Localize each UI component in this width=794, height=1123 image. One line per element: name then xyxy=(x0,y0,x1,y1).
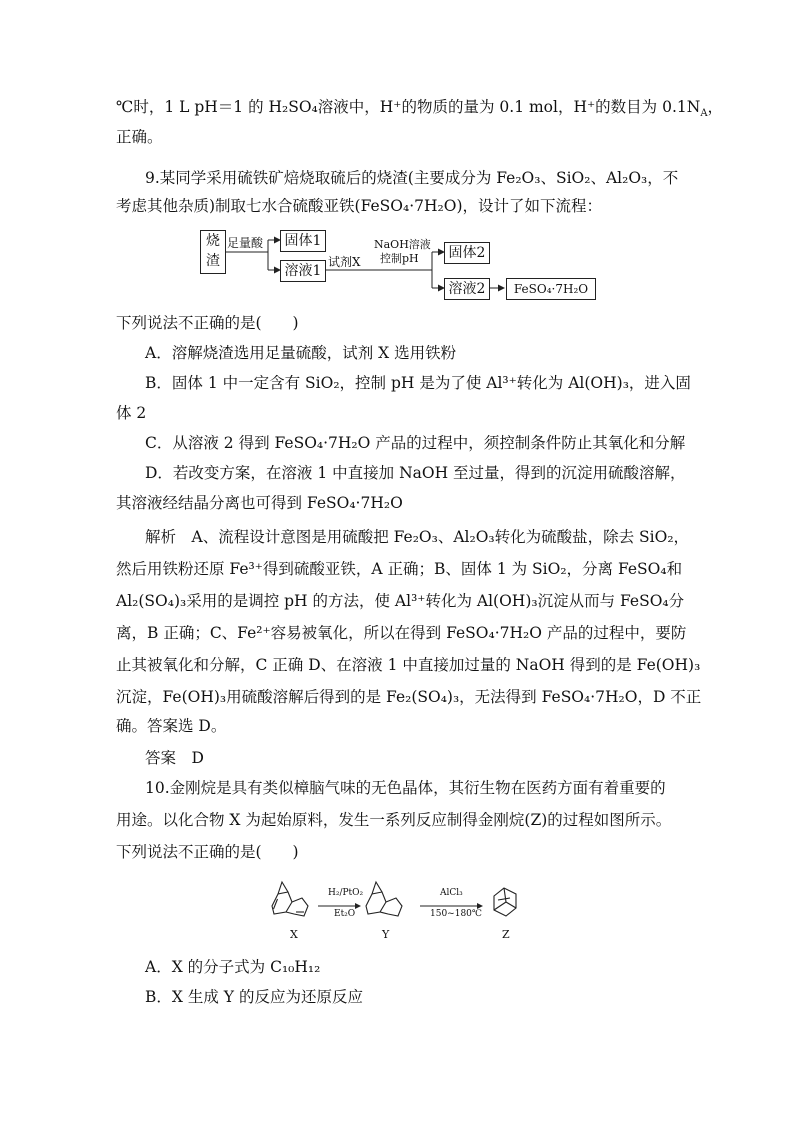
molecule-y xyxy=(366,882,402,916)
solid1-box: 固体1 xyxy=(280,230,326,252)
q9-option-d-line-1: D．若改变方案，在溶液 1 中直接加 NaOH 至过量，得到的沉淀用硫酸溶解， xyxy=(145,464,686,482)
solution1-box: 溶液1 xyxy=(280,260,326,282)
step1-label: 足量酸 xyxy=(227,236,264,250)
q10-option-a: A．X 的分子式为 C₁₀H₁₂ xyxy=(145,958,321,976)
reagent-2-bottom: 150~180℃ xyxy=(430,909,482,919)
q9-flowchart xyxy=(200,230,620,300)
solid2-box: 固体2 xyxy=(444,242,490,264)
reagent-1-bottom: Et₂O xyxy=(334,909,356,919)
q9-option-d-line-2: 其溶液经结晶分离也可得到 FeSO₄·7H₂O xyxy=(116,494,403,512)
q9-option-b-line-2: 体 2 xyxy=(116,404,147,422)
ph-control-label: 控制pH xyxy=(380,252,419,265)
reagent-1-top: H₂/PtO₂ xyxy=(328,888,364,898)
q9-analysis-line-4: 离，B 正确；C、Fe²⁺容易被氧化，所以在得到 FeSO₄·7H₂O 产品的过程中，要防 xyxy=(116,624,687,642)
q9-analysis-line-1: 解析 A、流程设计意图是用硫酸把 Fe₂O₃、Al₂O₃转化为硫酸盐，除去 SiO₂， xyxy=(145,528,690,546)
q9-analysis-line-6: 沉淀，Fe(OH)₃用硫酸溶解后得到的是 Fe₂(SO₄)₃，无法得到 FeSO₄·7H₂O，D 不正 xyxy=(116,688,702,706)
q9-analysis-line-3: Al₂(SO₄)₃采用的是调控 pH 的方法，使 Al³⁺转化为 Al(OH)₃沉淀从而与 FeSO₄分 xyxy=(116,592,685,610)
label-z: Z xyxy=(502,928,510,941)
continuation-line-2: 正确。 xyxy=(116,128,163,146)
label-y: Y xyxy=(382,928,390,941)
q9-stem-line-1: 9.某同学采用硫铁矿焙烧取硫后的烧渣(主要成分为 Fe₂O₃、SiO₂、Al₂O₃，不 xyxy=(145,169,679,187)
solution2-box: 溶液2 xyxy=(444,278,490,300)
q9-stem-line-2: 考虑其他杂质)制取七水合硫酸亚铁(FeSO₄·7H₂O)，设计了如下流程： xyxy=(116,197,602,215)
naoh-label: NaOH溶液 xyxy=(374,238,431,251)
start-char-2: 渣 xyxy=(206,253,220,269)
q10-stem-line-2: 用途。以化合物 X 为起始原料，发生一系列反应制得金刚烷(Z)的过程如图所示。 xyxy=(116,811,672,829)
q10-prompt: 下列说法不正确的是( ) xyxy=(116,843,299,861)
start-box xyxy=(200,230,226,274)
molecule-x xyxy=(272,882,308,916)
start-char-1: 烧 xyxy=(206,233,220,249)
q9-analysis-line-7: 确。答案选 D。 xyxy=(116,717,227,735)
q9-analysis-line-5: 止其被氧化和分解，C 正确 D、在溶液 1 中直接加过量的 NaOH 得到的是 Fe(OH)₃ xyxy=(116,656,701,674)
q9-option-a: A．溶解烧渣选用足量硫酸，试剂 X 选用铁粉 xyxy=(145,344,457,362)
product-box: FeSO₄·7H₂O xyxy=(506,278,596,300)
q10-stem-line-1: 10.金刚烷是具有类似樟脑气味的无色晶体，其衍生物在医药方面有着重要的 xyxy=(145,779,666,797)
q9-option-b-line-1: B．固体 1 中一定含有 SiO₂，控制 pH 是为了使 Al³⁺转化为 Al(OH)₃，进入固 xyxy=(145,374,691,392)
q10-option-b: B．X 生成 Y 的反应为还原反应 xyxy=(145,988,363,1006)
q9-answer: 答案 D xyxy=(145,749,204,767)
molecule-z xyxy=(494,888,516,916)
reaction-structures xyxy=(260,872,540,942)
reagent-2-top: AlCl₃ xyxy=(440,888,463,898)
q9-prompt: 下列说法不正确的是( ) xyxy=(116,314,299,332)
continuation-line-1: ℃时，1 L pH＝1 的 H₂SO₄溶液中，H⁺的物质的量为 0.1 mol，H⁺的数目为 $0.1N_A$， xyxy=(116,98,724,120)
q9-analysis-line-2: 然后用铁粉还原 Fe³⁺得到硫酸亚铁，A 正确；B、固体 1 为 SiO₂，分离 FeSO₄和 xyxy=(116,560,683,578)
reagent-x-label: 试剂X xyxy=(328,255,361,269)
q9-option-c: C．从溶液 2 得到 FeSO₄·7H₂O 产品的过程中，须控制条件防止其氧化和分解 xyxy=(145,434,686,452)
q10-reaction-scheme xyxy=(260,872,540,942)
label-x: X xyxy=(290,928,298,941)
